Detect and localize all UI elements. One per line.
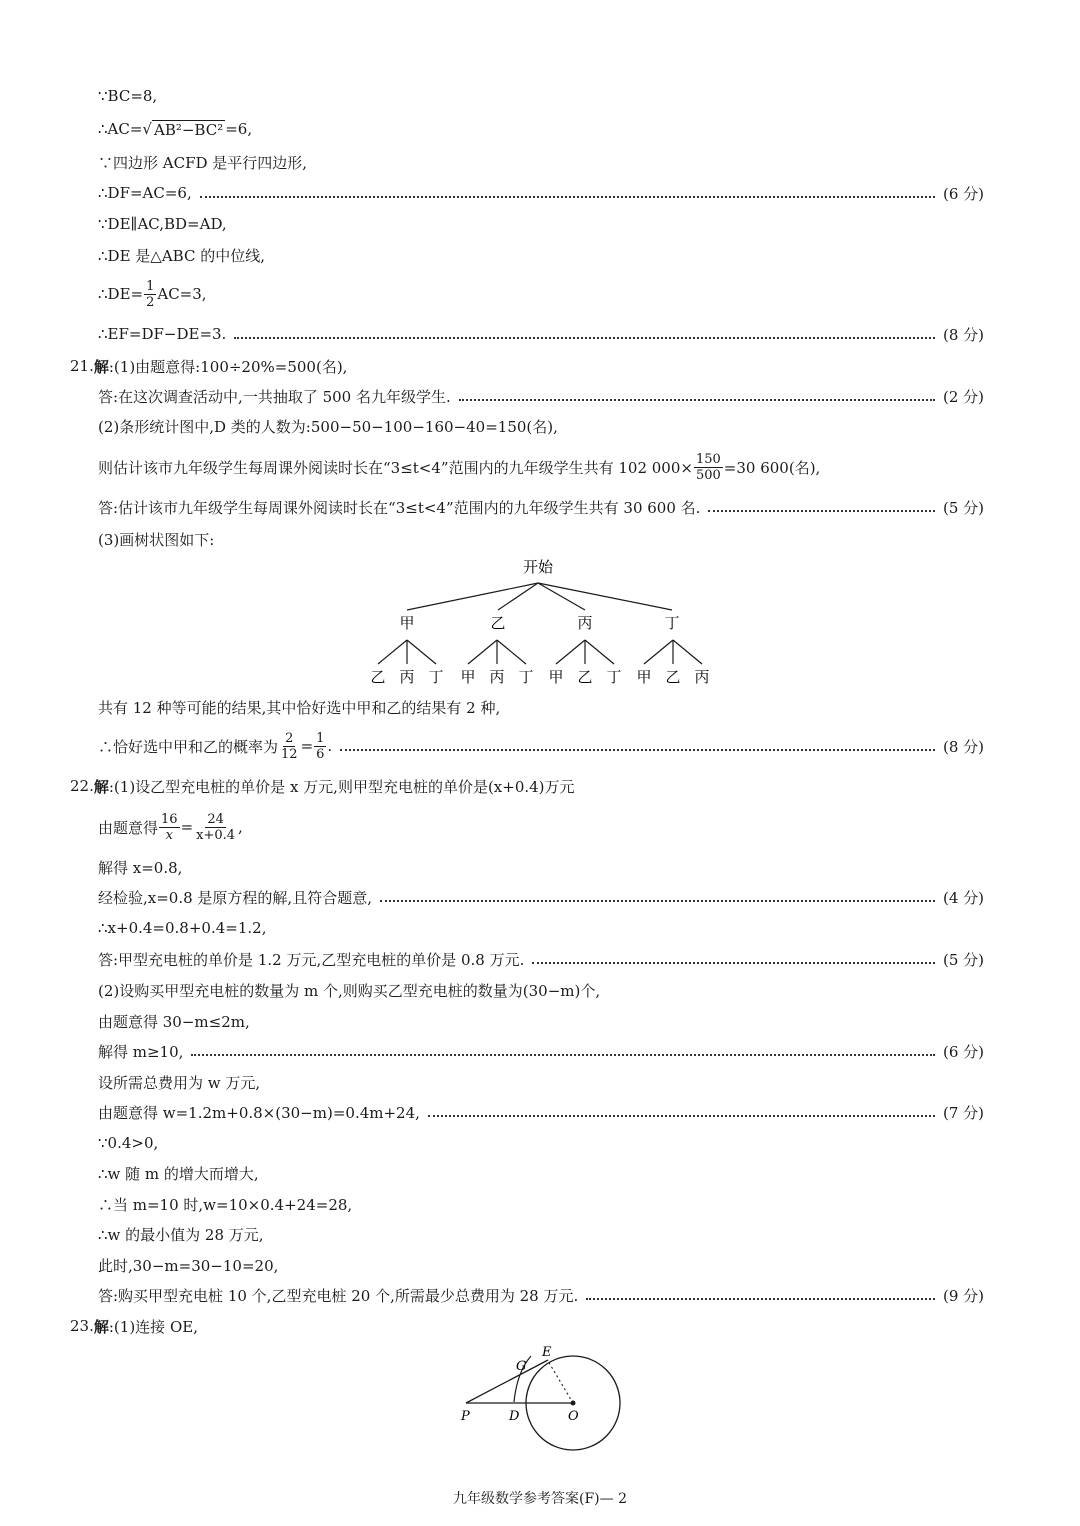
tree-branches-level2 (378, 640, 702, 664)
line-x-plus: ∴x+0.4=0.8+0.4=1.2, (98, 919, 267, 937)
radius-oe (548, 1361, 573, 1403)
line-ef: ∴EF=DF−DE=3. (8 分) (98, 325, 984, 344)
label-g: G (516, 1359, 527, 1374)
line-bc: ∵BC=8, (98, 87, 158, 105)
tree-level2-label: 丙 (399, 668, 415, 686)
sqrt-radicand: AB²−BC² (153, 120, 224, 139)
line-outcomes: 共有 12 种等可能的结果,其中恰好选中甲和乙的结果有 2 种, (98, 698, 501, 717)
fraction: $\frac{1}{2}$ (146, 278, 155, 310)
question-23-heading: 23. 解 :(1)连接 OE, (70, 1317, 198, 1336)
tree-level2-label: 甲 (636, 668, 652, 686)
line-check: 经检验,x=0.8 是原方程的解,且符合题意, (4 分) (98, 888, 984, 907)
score: (5 分) (942, 498, 984, 517)
dot-leader (428, 1115, 935, 1117)
dot-leader (532, 962, 935, 964)
score: (7 分) (942, 1103, 984, 1122)
line-w-function: 由题意得 w=1.2m+0.8×(30−m)=0.4m+24, (7 分) (98, 1103, 984, 1122)
line-set-m: (2)设购买甲型充电桩的数量为 m 个,则购买乙型充电桩的数量为(30−m)个, (98, 981, 601, 1000)
tree-level2-label: 丁 (428, 668, 444, 686)
label-o: O (568, 1409, 579, 1424)
tangent-pe (466, 1360, 548, 1403)
dot-leader (586, 1298, 935, 1300)
score: (6 分) (942, 1042, 984, 1061)
line-midline: ∴DE 是△ABC 的中位线, (98, 246, 265, 265)
tree-level2-label: 乙 (665, 668, 681, 686)
line-de-parallel: ∵DE∥AC,BD=AD, (98, 215, 227, 233)
line-set-w: 设所需总费用为 w 万元, (98, 1073, 261, 1092)
fraction: $\frac{16}{x}$ (161, 811, 178, 843)
score: (8 分) (942, 325, 984, 344)
tree-level2-label: 丙 (489, 668, 505, 686)
line-inequality: 由题意得 30−m≤2m, (98, 1012, 250, 1031)
line-slope: ∵0.4>0, (98, 1134, 159, 1152)
score: (2 分) (942, 387, 984, 406)
line-answer-500: 答:在这次调查活动中,一共抽取了 500 名九年级学生. (2 分) (98, 387, 984, 406)
line-parallelogram: ∵四边形 ACFD 是平行四边形, (98, 153, 308, 172)
tree-level2-label: 乙 (370, 668, 386, 686)
line-answer-30600: 答:估计该市九年级学生每周课外阅读时长在“3≤t<4”范围内的九年级学生共有 30 600 名. (5 分) (98, 498, 984, 517)
line-answer-price: 答:甲型充电桩的单价是 1.2 万元,乙型充电桩的单价是 0.8 万元. (5 分) (98, 950, 984, 969)
score: (6 分) (942, 184, 984, 203)
tree-level2-label: 乙 (577, 668, 593, 686)
line-probability: ∴恰好选中甲和乙的概率为 $\frac{2}{12}$ = $\frac{1}{6}$ . (8 分) (98, 730, 984, 762)
tree-level1-label: 甲 (399, 614, 415, 632)
line-remaining: 此时,30−m=30−10=20, (98, 1256, 279, 1275)
question-21-heading: 21. 解 :(1)由题意得:100÷20%=500(名), (70, 357, 348, 376)
dot-leader (340, 749, 935, 751)
sqrt-sign: √ (142, 120, 152, 138)
line-increasing: ∴w 随 m 的增大而增大, (98, 1164, 259, 1183)
tree-level2-label: 丁 (606, 668, 622, 686)
line-m10: ∴当 m=10 时,w=10×0.4+24=28, (98, 1195, 353, 1214)
tree-level2-labels (370, 668, 709, 686)
fraction: $\frac{2}{12}$ (281, 730, 298, 762)
line-solve-x: 解得 x=0.8, (98, 858, 183, 877)
line-de-value: ∴DE= $\frac{1}{2}$ AC=3, (98, 278, 207, 310)
fraction: $\frac{24}{x+0.4}$ (196, 811, 236, 843)
dot-leader (191, 1054, 935, 1056)
label-p: P (461, 1409, 470, 1424)
score: (4 分) (942, 888, 984, 907)
circle-tangent-figure (440, 1340, 640, 1480)
line-estimate: 则估计该市九年级学生每周课外阅读时长在“3≤t<4”范围内的九年级学生共有 102 000× $\frac{150}{500}$ =30 600(名), (98, 451, 821, 483)
dot-leader (380, 900, 935, 902)
fraction: $\frac{150}{500}$ (695, 451, 721, 483)
tree-level2-label: 甲 (548, 668, 564, 686)
label-e: E (542, 1345, 552, 1360)
line-tree-intro: (3)画树状图如下: (98, 530, 215, 549)
tree-level2-label: 丙 (694, 668, 710, 686)
dot-leader (708, 510, 935, 512)
line-solve-m: 解得 m≥10, (6 分) (98, 1042, 984, 1061)
line-equation: 由题意得 $\frac{16}{x}$ = $\frac{24}{x+0.4}$ , (98, 811, 243, 843)
fraction: $\frac{1}{6}$ (316, 730, 325, 762)
line-ac-sqrt: ∴AC= √ AB²−BC² =6, (98, 120, 253, 139)
tree-diagram (0, 550, 1080, 690)
line-min: ∴w 的最小值为 28 万元, (98, 1225, 264, 1244)
dot-leader (234, 337, 935, 339)
tree-level1-label: 丁 (664, 614, 680, 632)
score: (5 分) (942, 950, 984, 969)
center-point (571, 1401, 576, 1406)
tree-level2-label: 丁 (518, 668, 534, 686)
line-d-count: (2)条形统计图中,D 类的人数为:500−50−100−160−40=150(名), (98, 417, 558, 436)
score: (9 分) (942, 1286, 984, 1305)
question-22-heading: 22. 解 :(1)设乙型充电桩的单价是 x 万元,则甲型充电桩的单价是(x+0.4)万元 (70, 777, 575, 796)
dot-leader (459, 399, 935, 401)
tree-level2-label: 甲 (460, 668, 476, 686)
dot-leader (200, 196, 935, 198)
page-footer: 九年级数学参考答案(F)— 2 (453, 1491, 627, 1507)
tree-level1-label: 乙 (490, 614, 506, 632)
tree-branches-level1 (407, 583, 672, 610)
label-d: D (509, 1409, 520, 1424)
tree-root-label: 开始 (522, 558, 554, 576)
score: (8 分) (942, 737, 984, 756)
tree-level1-label: 丙 (577, 614, 593, 632)
line-df: ∴DF=AC=6, (6 分) (98, 184, 984, 203)
tree-level1-labels (399, 614, 679, 632)
line-final-answer: 答:购买甲型充电桩 10 个,乙型充电桩 20 个,所需最少总费用为 28 万元. (9 分) (98, 1286, 984, 1305)
